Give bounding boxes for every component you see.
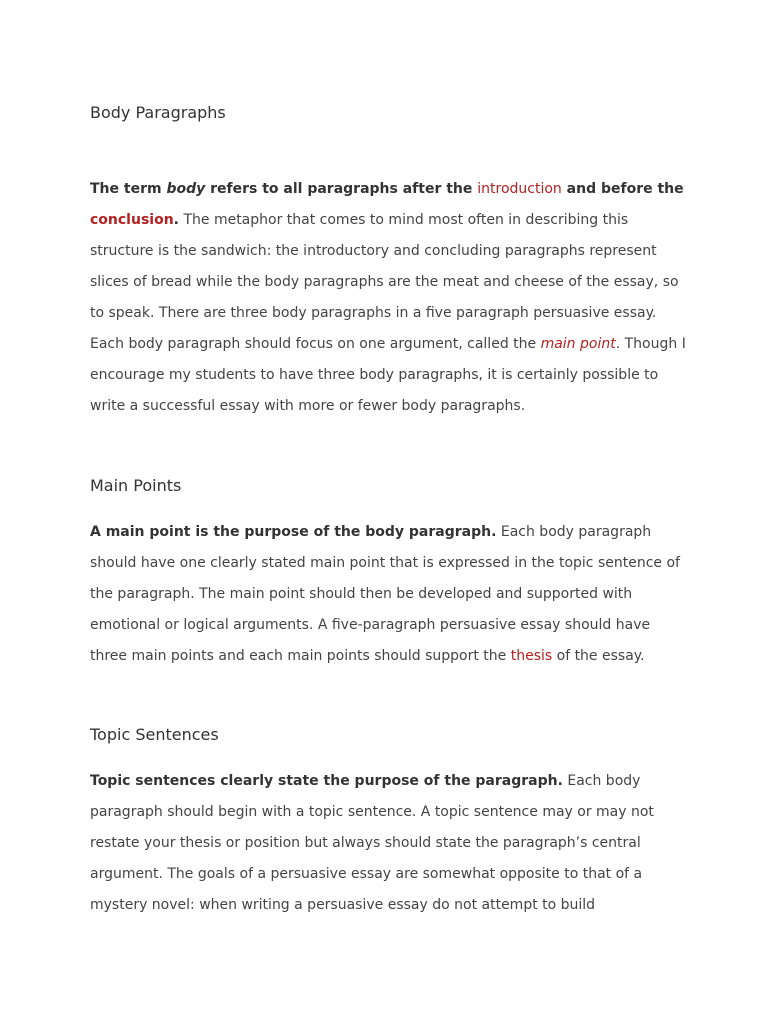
link-thesis[interactable]: thesis xyxy=(510,648,553,664)
lead-text: Topic sentences clearly state the purpose of the paragraph. xyxy=(90,773,563,789)
body-text: of the essay. xyxy=(552,648,645,664)
paragraph-topic-sentences xyxy=(90,766,690,921)
heading-main-points: Main Points xyxy=(90,476,182,495)
paragraph-main-points xyxy=(90,517,690,672)
link-conclusion[interactable]: conclusion xyxy=(90,212,174,228)
lead-text: and before the xyxy=(561,181,684,197)
lead-text: The term xyxy=(90,181,167,197)
body-text: Each body paragraph should begin with a topic sentence. A topic sentence may or may not restate your thesis or position but always should state the paragraph’s central argument. The goals of a persuasive essay are somewhat opposite to that of a mystery novel: when writing a persuasive essay do not attempt to build xyxy=(90,773,654,913)
body-text: Each body paragraph should have one clearly stated main point that is expressed in the topic sentence of the paragraph. The main point should then be developed and supported with emotional or logical arguments. A five-paragraph persuasive essay should have three main points and each main points should support the xyxy=(90,524,680,664)
link-introduction[interactable]: introduction xyxy=(477,181,562,197)
lead-text: . xyxy=(173,212,179,228)
heading-topic-sentences: Topic Sentences xyxy=(90,725,219,744)
lead-emphasis: body xyxy=(166,181,206,197)
heading-body-paragraphs: Body Paragraphs xyxy=(90,103,226,122)
link-main-point[interactable]: main point xyxy=(540,336,616,352)
body-text: . Though I encourage my students to have three body paragraphs, it is certainly possible to write a successful essay with more or fewer body paragraphs. xyxy=(90,336,686,414)
lead-text: refers to all paragraphs after the xyxy=(205,181,478,197)
paragraph-body-paragraphs xyxy=(90,174,690,422)
lead-text: A main point is the purpose of the body paragraph. xyxy=(90,524,497,540)
body-text: The metaphor that comes to mind most often in describing this structure is the sandwich: the introductory and concluding paragraphs represent slices of bread while the body paragraphs are the meat and cheese of the essay, so to speak. There are three body paragraphs in a five paragraph persuasive essay. Each body paragraph should focus on one argument, called the xyxy=(90,212,679,352)
